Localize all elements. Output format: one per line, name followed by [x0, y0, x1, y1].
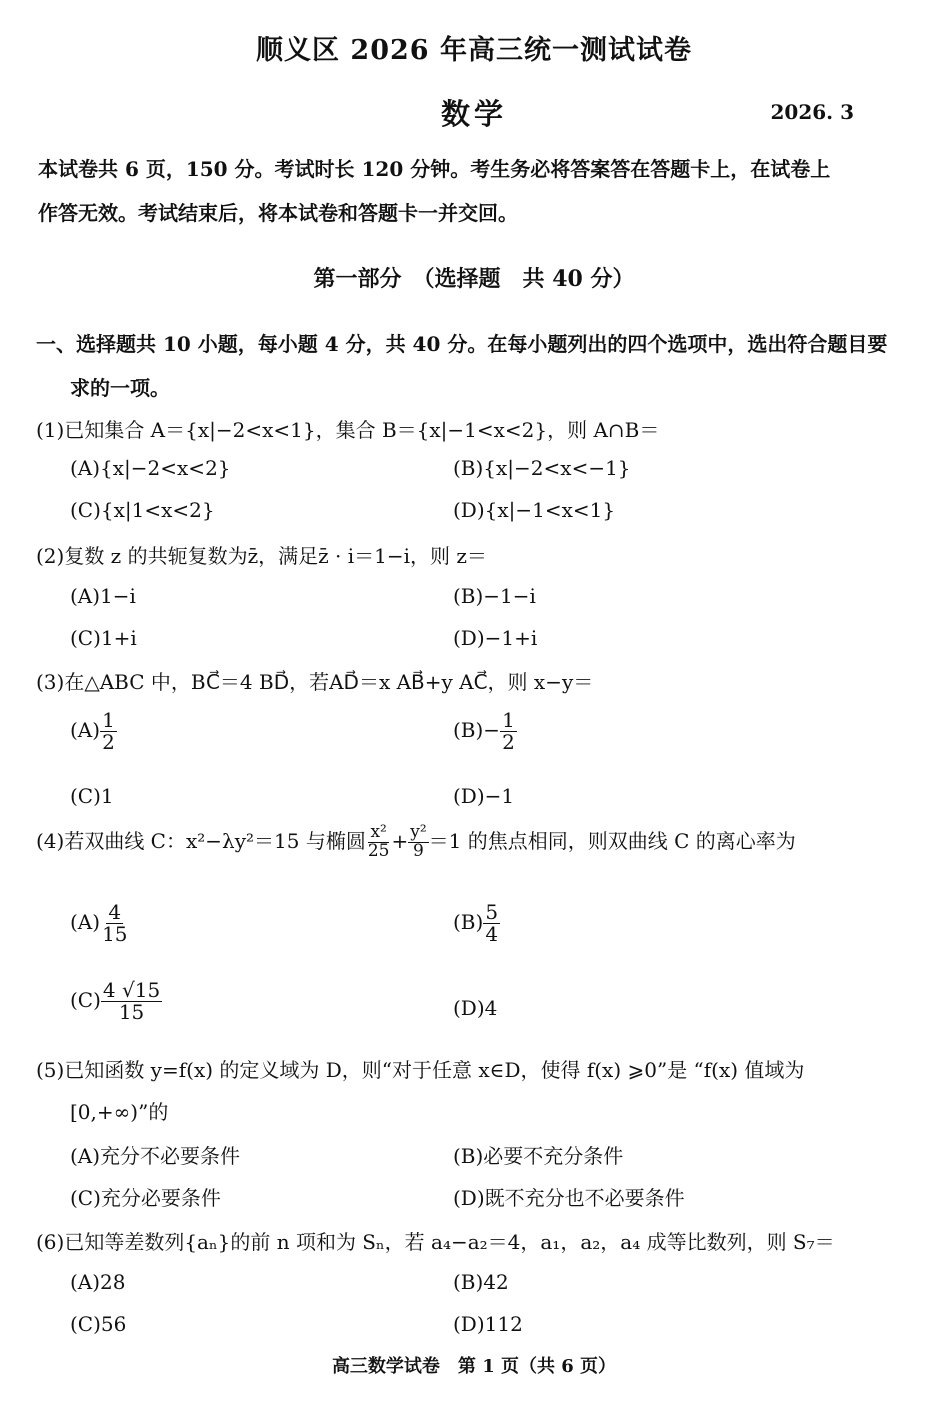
question-6-option-c: (C)56: [70, 1312, 127, 1336]
denominator: 15: [102, 922, 128, 946]
fraction: [101, 980, 162, 1023]
question-3-option-c: (C)1: [70, 784, 114, 808]
question-4-stem-before: (4)若双曲线 C：x²−λy²＝15 与椭圆: [36, 828, 366, 853]
plus-sign: +: [391, 828, 409, 853]
question-6-option-b: (B)42: [453, 1270, 509, 1294]
question-1-option-c: (C){x|1<x<2}: [70, 498, 215, 522]
numerator: 4: [108, 900, 122, 924]
question-5-option-a: (A)充分不必要条件: [70, 1144, 241, 1168]
question-6-option-a: (A)28: [70, 1270, 126, 1294]
section-heading-line-2: 求的一项。: [70, 376, 170, 400]
question-2-option-b: (B)−1−i: [453, 584, 536, 608]
option-label: (A): [70, 718, 101, 742]
option-label: (A): [70, 910, 101, 934]
question-6-option-d: (D)112: [453, 1312, 523, 1336]
denominator: 4: [485, 922, 499, 946]
question-3-option-a: [70, 710, 117, 753]
question-1-option-d: (D){x|−1<x<1}: [453, 498, 616, 522]
question-1-stem: (1)已知集合 A＝{x|−2<x<1}，集合 B＝{x|−1<x<2}，则 A∩B＝: [36, 418, 660, 442]
question-2-option-a: (A)1−i: [70, 584, 136, 608]
question-4-option-b: [453, 902, 500, 945]
question-3-option-d: (D)−1: [453, 784, 515, 808]
question-2-option-d: (D)−1+i: [453, 626, 538, 650]
exam-title: 顺义区 2026 年高三统一测试试卷: [256, 35, 692, 66]
fraction: [100, 902, 129, 945]
numerator: y²: [410, 822, 427, 842]
question-6-stem: (6)已知等差数列{aₙ}的前 n 项和为 Sₙ，若 a₄−a₂＝4，a₁，a₂，a₄ 成等比数列，则 S₇＝: [36, 1230, 835, 1254]
exam-subject: 数学: [440, 97, 507, 131]
denominator: 2: [502, 730, 515, 754]
numerator: 1: [502, 708, 515, 732]
option-label: (B)−: [453, 718, 501, 742]
question-4-option-c: [70, 980, 162, 1023]
question-5-stem-line-2: [0,+∞)”的: [70, 1100, 169, 1124]
numerator: 5: [485, 900, 499, 924]
option-label: (B): [453, 910, 484, 934]
denominator: 2: [102, 730, 115, 754]
question-4-option-d: (D)4: [453, 996, 498, 1020]
intro-line-2: 作答无效。考试结束后，将本试卷和答题卡一并交回。: [38, 201, 518, 225]
page-footer: 高三数学试卷 第 1 页（共 6 页）: [331, 1356, 617, 1377]
question-4-stem: [36, 824, 796, 861]
fraction: [366, 824, 392, 861]
fraction: [100, 710, 117, 753]
option-label: (C): [70, 988, 101, 1012]
exam-date: 2026. 3: [770, 100, 854, 124]
numerator: 4 √15: [102, 978, 161, 1002]
question-5-option-d: (D)既不充分也不必要条件: [453, 1186, 685, 1210]
question-3-stem: (3)在△ABC 中，BC⃗＝4 BD⃗，若AD⃗＝x AB⃗+y AC⃗，则 x−y＝: [36, 670, 594, 694]
question-1-option-b: (B){x|−2<x<−1}: [453, 456, 631, 480]
denominator: 25: [367, 840, 390, 861]
section-heading-line-1: 一、选择题共 10 小题，每小题 4 分，共 40 分。在每小题列出的四个选项中，选出符合题目要: [36, 332, 888, 356]
intro-line-1: 本试卷共 6 页，150 分。考试时长 120 分钟。考生务必将答案答在答题卡上，在试卷上: [38, 157, 831, 181]
part-heading: 第一部分 （选择题 共 40 分）: [313, 266, 635, 292]
numerator: x²: [370, 822, 387, 842]
fraction: [500, 710, 517, 753]
fraction: [483, 902, 500, 945]
question-2-option-c: (C)1+i: [70, 626, 137, 650]
question-4-stem-after: ＝1 的焦点相同，则双曲线 C 的离心率为: [428, 828, 796, 853]
numerator: 1: [102, 708, 115, 732]
question-2-stem: (2)复数 z 的共轭复数为z̄，满足z̄ · i＝1−i，则 z＝: [36, 544, 487, 568]
denominator: 9: [413, 840, 424, 861]
question-3-option-b: [453, 710, 517, 753]
question-5-option-c: (C)充分必要条件: [70, 1186, 221, 1210]
question-1-option-a: (A){x|−2<x<2}: [70, 456, 231, 480]
question-5-option-b: (B)必要不充分条件: [453, 1144, 624, 1168]
question-5-stem-line-1: (5)已知函数 y=f(x) 的定义域为 D，则“对于任意 x∈D，使得 f(x) ⩾0”是 “f(x) 值域为: [36, 1058, 805, 1082]
denominator: 15: [118, 1000, 145, 1024]
question-4-option-a: [70, 902, 130, 945]
fraction: [408, 824, 428, 861]
